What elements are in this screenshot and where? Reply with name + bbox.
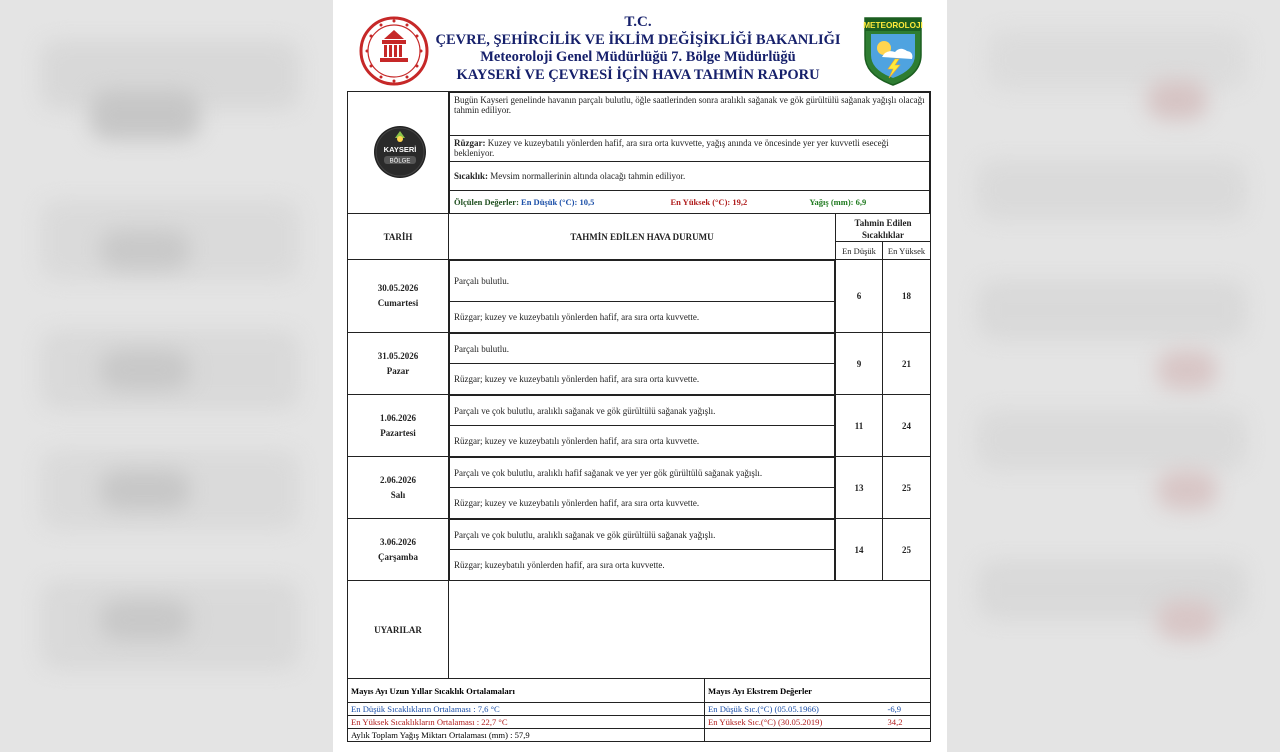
min-header: En Düşük xyxy=(836,242,883,260)
summary-general: Bugün Kayseri genelinde havanın parçalı bulutlu, öğle saatlerinden sonra aralıklı sağanak ve gök gürültülü sağanak yağışlı olacağı tahmin ediliyor. xyxy=(450,93,930,136)
header-directorate: Meteoroloji Genel Müdürlüğü 7. Bölge Müdürlüğü xyxy=(480,49,796,65)
min-temp: 14 xyxy=(836,519,883,581)
weather-text: Parçalı ve çok bulutlu, aralıklı hafif sağanak ve yer yer gök gürültülü sağanak yağışlı. xyxy=(450,458,835,488)
wind-forecast: Rüzgar; kuzey ve kuzeybatılı yönlerden hafif, ara sıra orta kuvvette. xyxy=(450,364,835,394)
min-temp: 13 xyxy=(836,457,883,519)
date-value: 31.05.2026 xyxy=(377,350,419,361)
measured-values xyxy=(450,191,930,213)
forecast-row xyxy=(348,395,931,457)
header-report-title: KAYSERİ VE ÇEVRESİ İÇİN HAVA TAHMİN RAPORU xyxy=(456,66,820,83)
climate-right-title: Mayıs Ayı Ekstrem Değerler xyxy=(705,679,931,703)
forecast-date xyxy=(348,457,449,519)
wind-text: Kuzey ve kuzeybatılı yönlerden hafif, ara sıra orta kuvvette, yağış anında ve öncesinde yer yer kuvvetli eseceği bekleniyor. xyxy=(454,138,889,159)
forecast-row xyxy=(348,457,931,519)
background-right xyxy=(947,0,1280,752)
header-title-block xyxy=(418,14,858,84)
extreme-max-label: En Yüksek Sıc.(°C) (30.05.2019) xyxy=(705,716,885,729)
date-value: 1.06.2026 xyxy=(380,412,416,423)
wind-forecast: Rüzgar; kuzey ve kuzeybatılı yönlerden hafif, ara sıra orta kuvvette. xyxy=(450,426,835,456)
climate-max-avg: En Yüksek Sıcaklıkların Ortalaması : 22,7 °C xyxy=(348,716,705,729)
wind-forecast: Rüzgar; kuzey ve kuzeybatılı yönlerden hafif, ara sıra orta kuvvette. xyxy=(450,488,835,518)
temp-text: Mevsim normallerinin altında olacağı tahmin ediliyor. xyxy=(490,171,686,182)
max-header: En Yüksek xyxy=(883,242,931,260)
day-name: Pazartesi xyxy=(380,427,416,438)
max-temp: 25 xyxy=(883,457,931,519)
wind-label: Rüzgar: xyxy=(454,138,486,149)
report-page xyxy=(333,0,947,752)
forecast-date xyxy=(348,333,449,395)
meteoroloji-logo-icon xyxy=(862,15,924,87)
date-header: TARİH xyxy=(348,214,449,260)
max-temp: 24 xyxy=(883,395,931,457)
header-tc: T.C. xyxy=(624,14,652,30)
kayseri-bolge-logo-icon xyxy=(348,122,449,182)
extreme-max-value: 34,2 xyxy=(885,716,931,729)
summary-cell xyxy=(449,92,931,214)
forecast-detail xyxy=(449,457,836,519)
forecast-table xyxy=(347,91,931,679)
forecast-date xyxy=(348,519,449,581)
forecast-row xyxy=(348,333,931,395)
forecast-detail xyxy=(449,395,836,457)
temp-label: Sıcaklık: xyxy=(454,171,489,182)
climate-left-title: Mayıs Ayı Uzun Yıllar Sıcaklık Ortalamaları xyxy=(348,679,705,703)
day-name: Salı xyxy=(390,489,406,500)
warnings-text xyxy=(449,581,931,679)
report-header xyxy=(333,0,947,90)
min-temp: 9 xyxy=(836,333,883,395)
summary-wind xyxy=(450,136,930,162)
day-name: Pazar xyxy=(386,365,410,376)
measured-label: Ölçülen Değerler: xyxy=(454,197,519,207)
weather-text: Parçalı bulutlu. xyxy=(450,261,835,302)
climate-table xyxy=(347,678,931,742)
bolge-logo-text: BÖLGE xyxy=(389,158,411,164)
forecast-header: TAHMİN EDİLEN HAVA DURUMU xyxy=(449,214,836,260)
climate-min-avg: En Düşük Sıcaklıkların Ortalaması : 7,6 °C xyxy=(348,703,705,716)
max-temp: 18 xyxy=(883,260,931,333)
measured-min: En Düşük (°C): 10,5 xyxy=(521,197,595,207)
max-temp: 25 xyxy=(883,519,931,581)
climate-rain-avg: Aylık Toplam Yağış Miktarı Ortalaması (mm) : 57,9 xyxy=(348,729,705,742)
temps-header: Tahmin Edilen Sıcaklıklar xyxy=(836,214,931,242)
day-name: Cumartesi xyxy=(377,298,419,308)
climate-empty xyxy=(705,729,931,742)
region-logo-cell xyxy=(348,92,449,214)
logo-lettering: METEOROLOJI xyxy=(863,21,923,30)
forecast-detail xyxy=(449,260,836,333)
summary-temp xyxy=(450,162,930,191)
weather-text: Parçalı ve çok bulutlu, aralıklı sağanak ve gök gürültülü sağanak yağışlı. xyxy=(450,520,835,550)
wind-forecast: Rüzgar; kuzey ve kuzeybatılı yönlerden hafif, ara sıra orta kuvvette. xyxy=(450,302,835,332)
background-left xyxy=(0,0,333,752)
date-value: 30.05.2026 xyxy=(377,283,419,293)
weather-text: Parçalı bulutlu. xyxy=(450,334,835,364)
wind-forecast: Rüzgar; kuzeybatılı yönlerden hafif, ara sıra orta kuvvette. xyxy=(450,550,835,580)
weather-text: Parçalı ve çok bulutlu, aralıklı sağanak ve gök gürültülü sağanak yağışlı. xyxy=(450,396,835,426)
date-value: 2.06.2026 xyxy=(380,474,416,485)
header-ministry: ÇEVRE, ŞEHİRCİLİK VE İKLİM DEĞİŞİKLİĞİ BAKANLIĞI xyxy=(435,31,841,48)
min-temp: 11 xyxy=(836,395,883,457)
measured-rain: Yağış (mm): 6,9 xyxy=(809,197,867,207)
day-name: Çarşamba xyxy=(378,551,418,562)
extreme-min-label: En Düşük Sıc.(°C) (05.05.1966) xyxy=(705,703,885,716)
forecast-row xyxy=(348,260,931,333)
max-temp: 21 xyxy=(883,333,931,395)
forecast-detail xyxy=(449,333,836,395)
date-value: 3.06.2026 xyxy=(380,536,416,547)
forecast-date xyxy=(348,260,449,333)
kayseri-logo-text: KAYSERİ xyxy=(383,144,417,154)
forecast-date xyxy=(348,395,449,457)
forecast-detail xyxy=(449,519,836,581)
warnings-label: UYARILAR xyxy=(348,581,449,679)
measured-max: En Yüksek (°C): 19,2 xyxy=(670,197,748,207)
forecast-row xyxy=(348,519,931,581)
extreme-min-value: -6,9 xyxy=(885,703,931,716)
min-temp: 6 xyxy=(836,260,883,333)
